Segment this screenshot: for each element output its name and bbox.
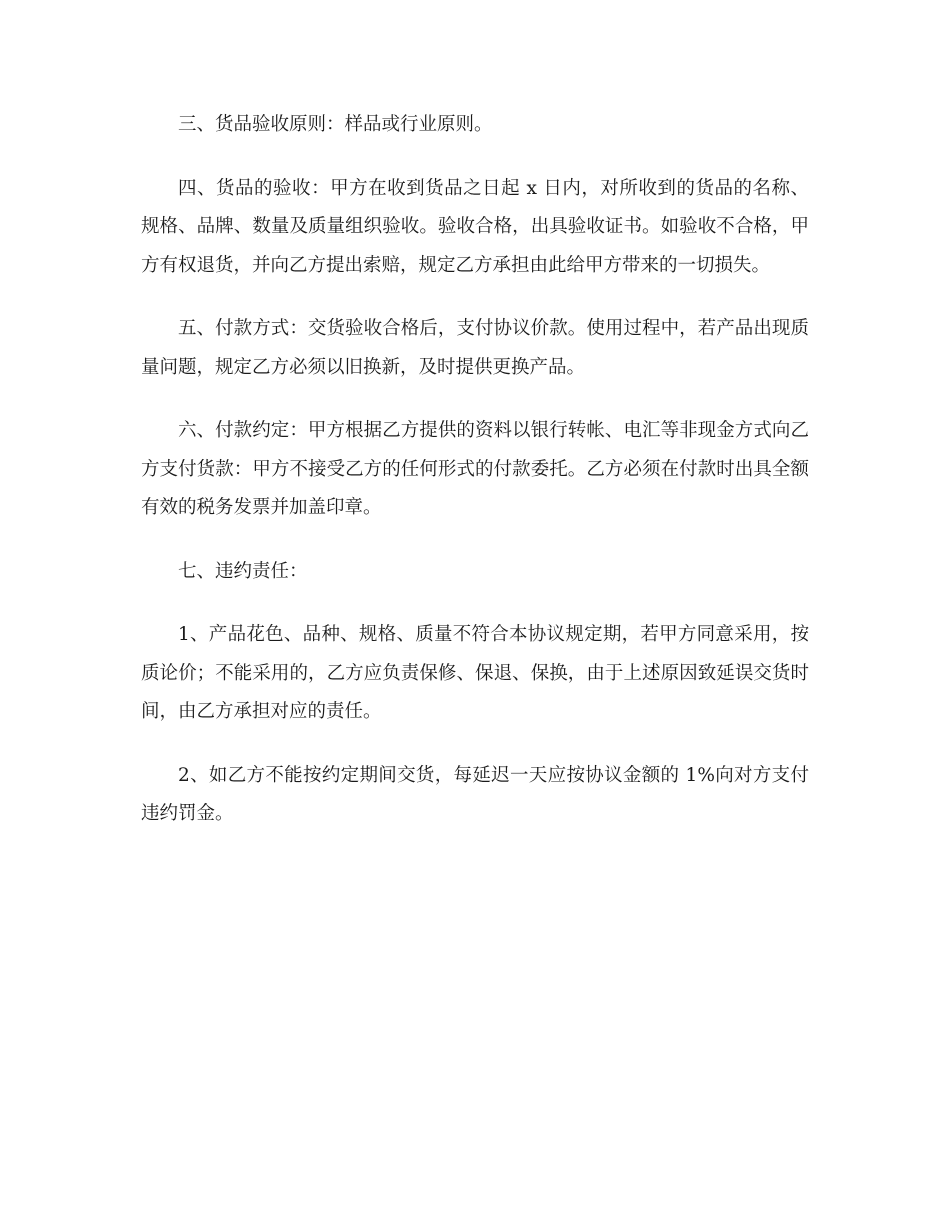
clause-7-breach-heading: 七、违约责任： [178,560,308,582]
breach-item-2: 2、如乙方不能按约定期间交货，每延迟一天应按协议金额的 1%向对方支付违约罚金。 [141,764,809,824]
document-body [141,106,809,859]
clause-4-goods-acceptance: 四、货品的验收：甲方在收到货品之日起 x 日内，对所收到的货品的名称、规格、品牌、数量及质量组织验收。验收合格，出具验收证书。如验收不合格，甲方有权退货，并向乙方提出索赔，规定乙方承担由此给甲方带来的一切损失。 [141,177,809,276]
clause-5-payment-method: 五、付款方式：交货验收合格后，支付协议价款。使用过程中，若产品出现质量问题，规定乙方必须以旧换新，及时提供更换产品。 [141,318,809,378]
breach-item-1: 1、产品花色、品种、规格、质量不符合本协议规定期，若甲方同意采用，按质论价；不能采用的，乙方应负责保修、保退、保换，由于上述原因致延误交货时间，由乙方承担对应的责任。 [141,624,809,722]
clause-6-payment-agreement: 六、付款约定：甲方根据乙方提供的资料以银行转帐、电汇等非现金方式向乙方支付货款：甲方不接受乙方的任何形式的付款委托。乙方必须在付款时出具全额有效的税务发票并加盖印章。 [141,420,809,518]
clause-3-acceptance-principle: 三、货品验收原则：样品或行业原则。 [178,114,493,135]
